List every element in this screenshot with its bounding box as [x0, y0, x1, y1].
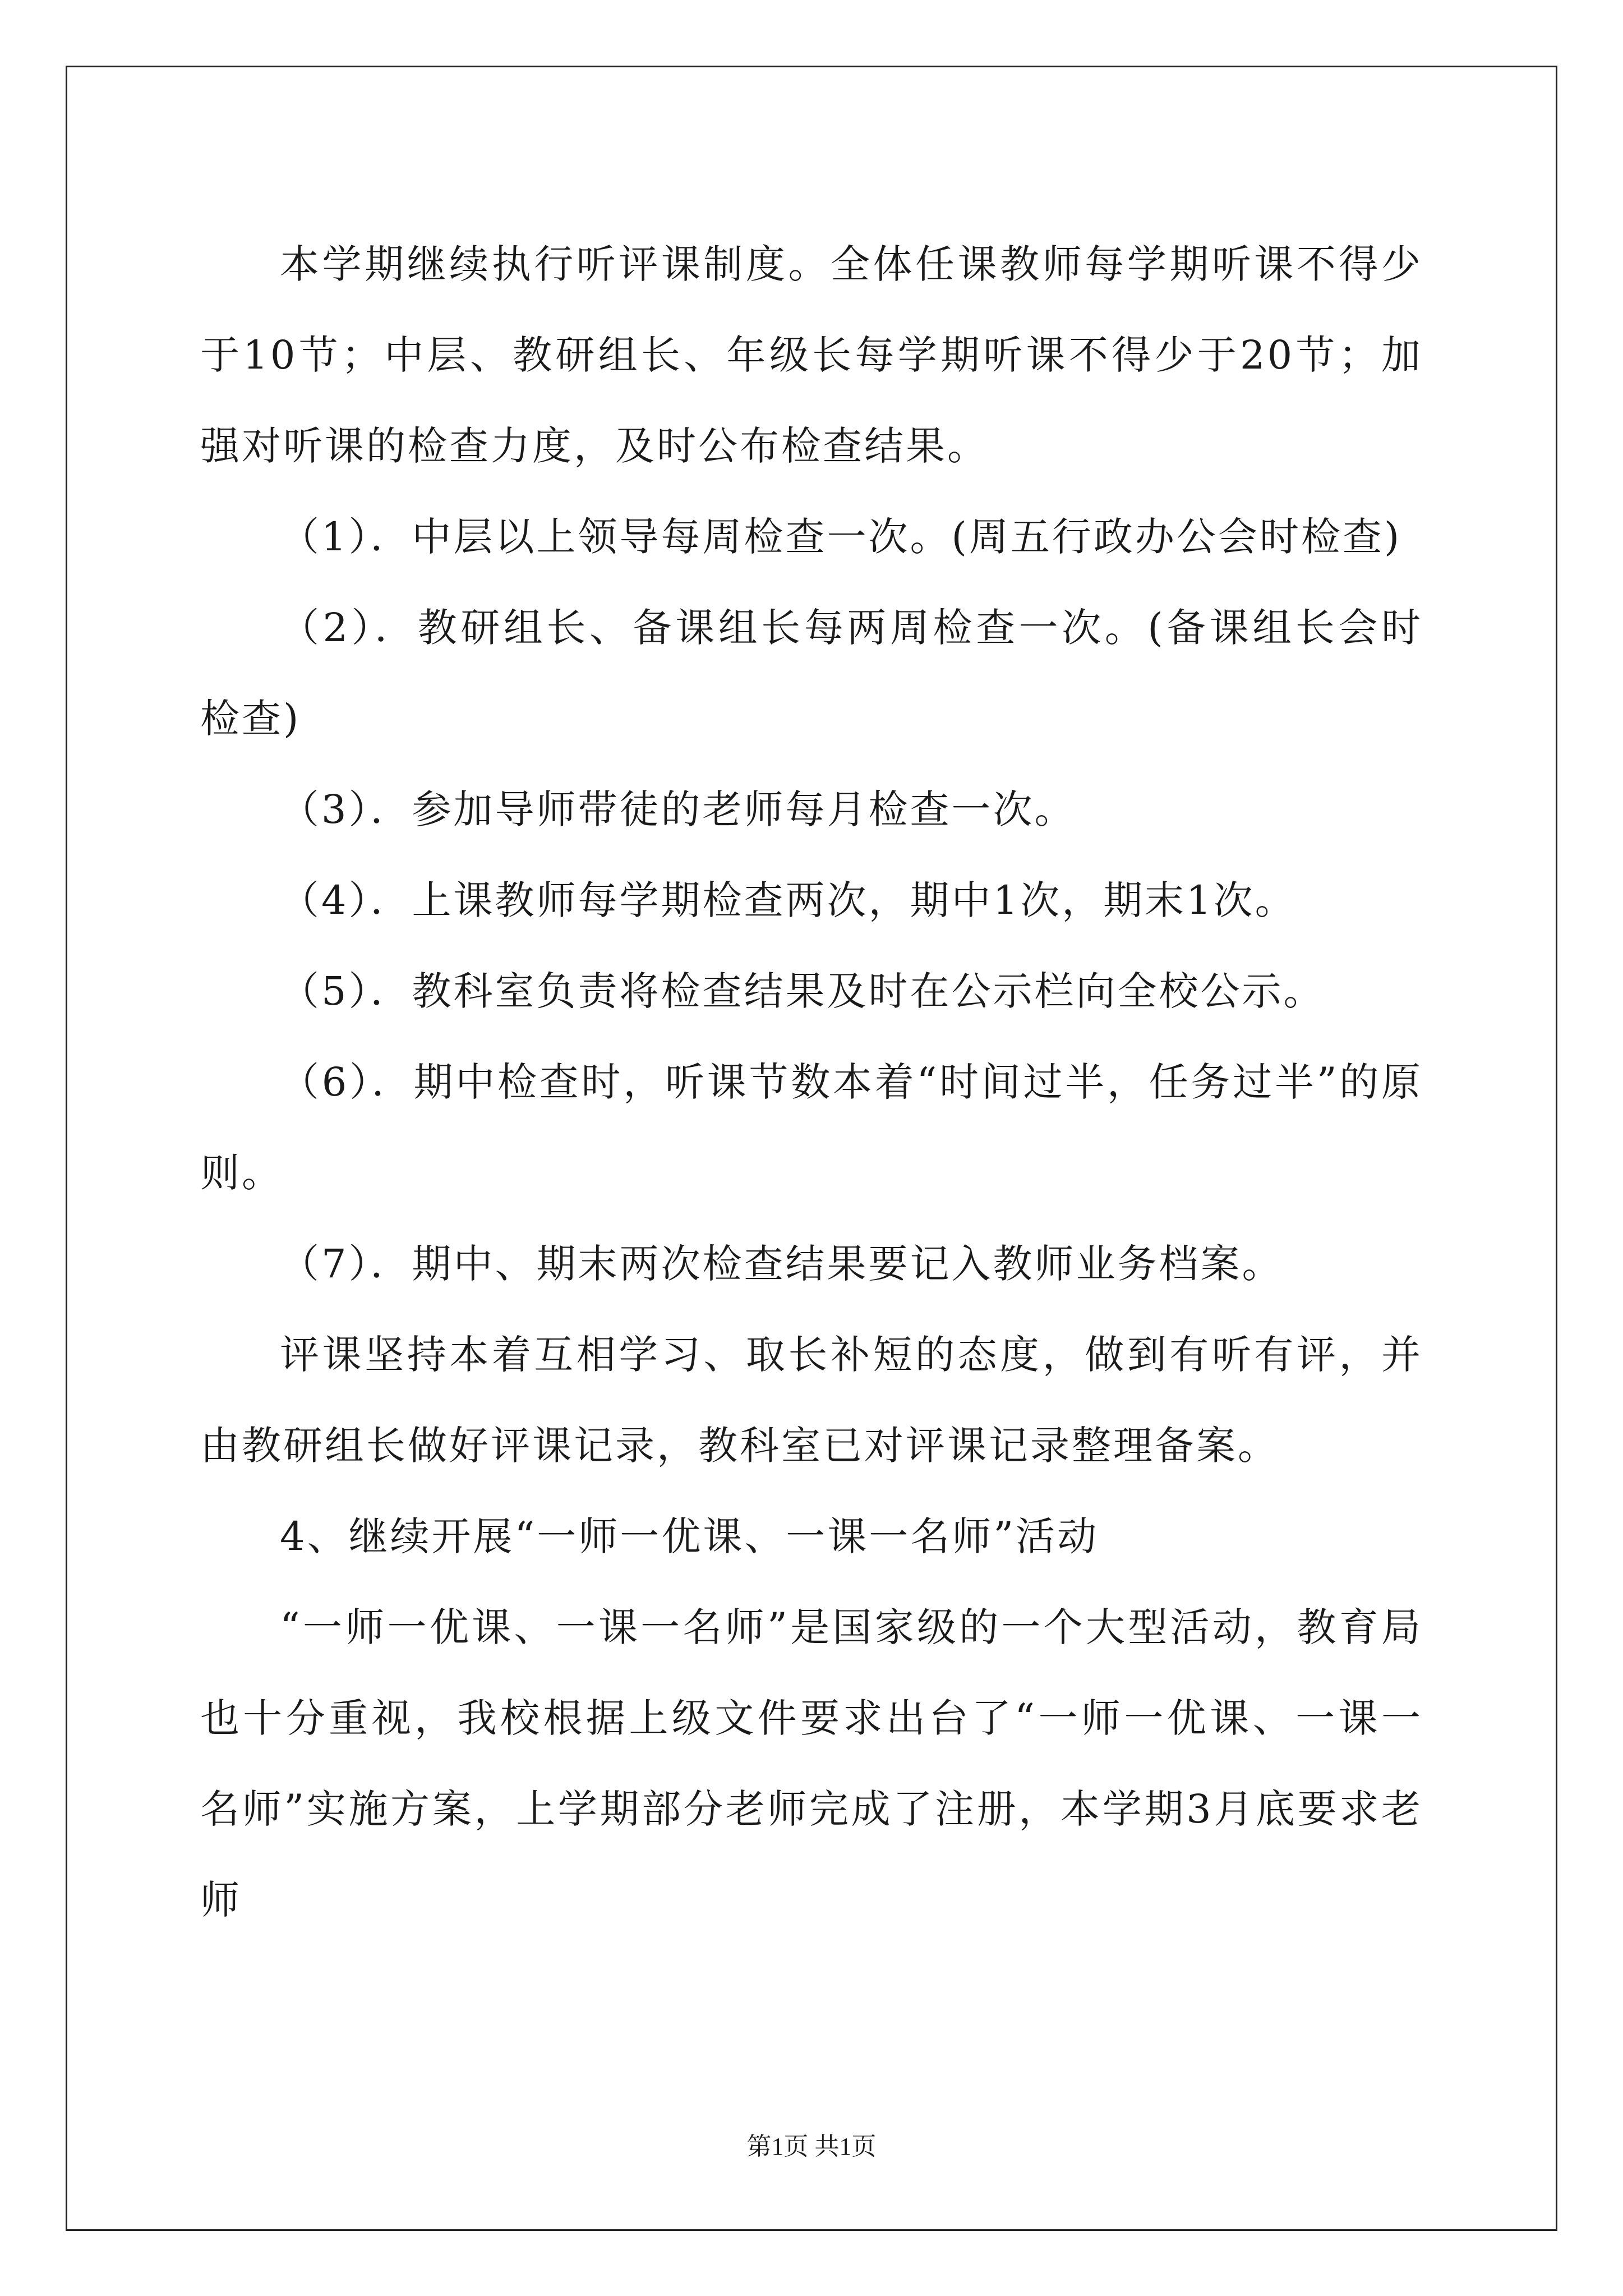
- paragraph-item-4: （4）．上课教师每学期检查两次，期中1次，期末1次。: [280, 877, 1297, 923]
- paragraph-activity: “一师一优课、一课一名师”是国家级的一个大型活动，教育局也十分重视，我校根据上级文件要求出台了“一师一优课、一课一名师”实施方案，上学期部分老师完成了注册，本学期3月底要求老师: [200, 1604, 1423, 1923]
- paragraph-item-1: （1）．中层以上领导每周检查一次。(周五行政办公会时检查): [280, 514, 1402, 560]
- page-footer: 第1页 共1页: [746, 2133, 877, 2160]
- paragraph-evaluation: 评课坚持本着互相学习、取长补短的态度，做到有听有评，并由教研组长做好评课记录，教科室已对评课记录整理备案。: [200, 1332, 1423, 1469]
- section-heading-4: 4、继续开展“一师一优课、一课一名师”活动: [280, 1513, 1099, 1559]
- document-body: [200, 219, 1423, 1945]
- paragraph-listening-policy: 本学期继续执行听评课制度。全体任课教师每学期听课不得少于10节；中层、教研组长、年级长每学期听课不得少于20节；加强对听课的检查力度，及时公布检查结果。: [200, 241, 1423, 469]
- paragraph-item-2: （2）．教研组长、备课组长每两周检查一次。(备课组长会时检查): [200, 605, 1423, 742]
- paragraph-item-7: （7）．期中、期末两次检查结果要记入教师业务档案。: [280, 1241, 1284, 1287]
- paragraph-item-6: （6）．期中检查时，听课节数本着“时间过半，任务过半”的原则。: [200, 1059, 1423, 1196]
- paragraph-item-5: （5）．教科室负责将检查结果及时在公示栏向全校公示。: [280, 968, 1325, 1014]
- paragraph-item-3: （3）．参加导师带徒的老师每月检查一次。: [280, 786, 1076, 832]
